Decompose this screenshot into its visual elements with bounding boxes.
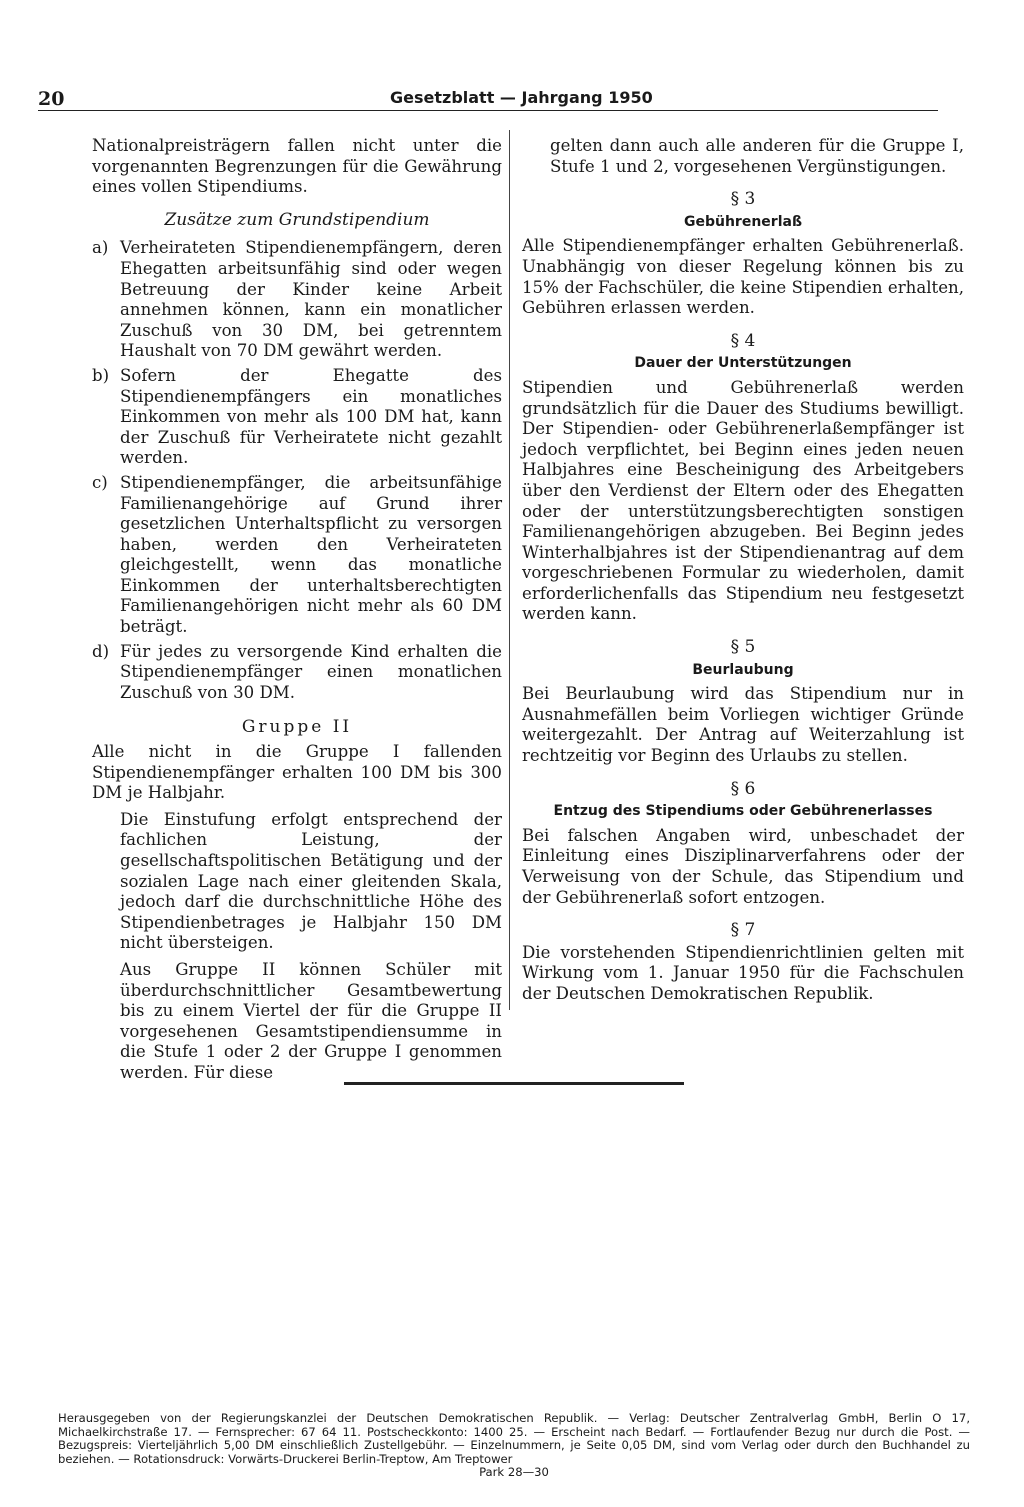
subheading-zusaetze: Zusätze zum Grundstipendium	[164, 209, 430, 230]
section-number: § 4	[730, 330, 756, 351]
list-item	[92, 473, 502, 638]
list-text: Verheirateten Stipendienempfängern, deren Ehegatten arbeitsunfähig sind oder wegen Betreuung der Kinder keine Arbeit annehmen können, kann ein monatlicher Zuschuß von 30 DM, bei getrenntem Haushalt von 70 DM gewährt werden.	[120, 238, 502, 361]
section-text: Bei Beurlaubung wird das Stipendium nur in Ausnahmefällen beim Vorliegen wichtiger Gründe weitergezahlt. Der Antrag auf Weiterzahlung ist rechtzeitig vor Beginn des Urlaubs zu stellen.	[522, 684, 964, 766]
list-marker: a)	[92, 238, 109, 258]
section-number: § 5	[730, 637, 756, 658]
group-2-heading: Gruppe II	[241, 717, 353, 738]
list-item	[92, 642, 502, 704]
list-text: Für jedes zu versorgende Kind erhalten die Stipendienempfänger einen monatlichen Zuschuß von 30 DM.	[120, 641, 502, 702]
header-title: Gesetzblatt — Jahrgang 1950	[390, 88, 653, 107]
list-marker: b)	[92, 365, 110, 385]
section-number: § 7	[730, 920, 756, 941]
list-item	[92, 366, 502, 469]
list-marker: d)	[92, 641, 110, 661]
list-marker: c)	[92, 472, 108, 492]
section-title: Entzug des Stipendiums oder Gebührenerlasses	[553, 803, 933, 820]
intro-paragraph: Nationalpreisträgern fallen nicht unter die vorgenannten Begrenzungen für die Gewährung eines vollen Stipendiums.	[92, 136, 502, 197]
group-2-paragraph: Aus Gruppe II können Schüler mit überdurchschnittlicher Gesamtbewertung bis zu einem Viertel der für die Gruppe II vorgesehenen Gesamtstipendiensumme in die Stufe 1 oder 2 der Gruppe I genommen werden. Für diese	[120, 959, 502, 1082]
supplement-list	[92, 238, 502, 703]
page-header	[38, 86, 938, 111]
section-text: Bei falschen Angaben wird, unbeschadet der Einleitung eines Disziplinarverfahrens oder der Verweisung von der Schule, das Stipendium und der Gebührenerlaß sofort entzogen.	[522, 825, 964, 907]
imprint-text: Herausgegeben von der Regierungskanzlei der Deutschen Demokratischen Republik. — Verlag: Deutscher Zentralverlag GmbH, Berlin O 17, Michaelkirchstraße 17. — Fernsprecher: 67 64 11. Postscheckkonto: 1400 25. — Erscheint nach Bedarf. — Fortlaufender Bezug nur durch die Post. — Bezugspreis: Vierteljährlich 5,00 DM einschließlich Zustellgebühr. — Einzelnummern, je Seite 0,05 DM, sind vom Verlag oder durch den Buchhandel zu beziehen. — Rotationsdruck: Vorwärts-Druckerei Berlin-Treptow, Am Treptower	[58, 1411, 970, 1466]
left-column	[92, 136, 502, 1090]
page-number: 20	[38, 88, 65, 110]
group-2-paragraph: Alle nicht in die Gruppe I fallenden Stipendienempfänger erhalten 100 DM bis 300 DM je Halbjahr.	[92, 742, 502, 803]
imprint-footer	[58, 1412, 970, 1480]
list-item	[92, 238, 502, 362]
section-number: § 6	[730, 778, 756, 799]
section-text: Alle Stipendienempfänger erhalten Gebührenerlaß. Unabhängig von dieser Regelung können bis zu 15% der Fachschüler, die keine Stipendien erhalten, Gebühren erlassen werden.	[522, 236, 964, 318]
section-title: Gebührenerlaß	[683, 213, 803, 230]
right-column	[522, 136, 964, 1011]
section-text: Stipendien und Gebührenerlaß werden grundsätzlich für die Dauer des Studiums bewilligt. Der Stipendien- oder Gebührenerlaßempfänger ist jedoch verpflichtet, bei Beginn eines jeden neuen Halbjahres eine Bescheinigung des Arbeitgebers über den Verdienst der Eltern oder des Ehegatten oder der unterstützungsberechtigten sonstigen Familienangehörigen abzugeben. Bei Beginn jedes Winterhalbjahres ist der Stipendienantrag auf dem vorgeschriebenen Formular zu wiederholen, damit erforderlichenfalls das Stipendium neu festgesetzt werden kann.	[522, 377, 964, 624]
continuation-paragraph: gelten dann auch alle anderen für die Gruppe I, Stufe 1 und 2, vorgesehenen Vergünstigungen.	[550, 136, 964, 176]
section-title: Dauer der Unterstützungen	[634, 355, 852, 372]
section-text: Die vorstehenden Stipendienrichtlinien gelten mit Wirkung vom 1. Januar 1950 für die Fachschulen der Deutschen Demokratischen Republik.	[522, 942, 964, 1003]
imprint-last-line: Park 28—30	[479, 1465, 549, 1479]
section-number: § 3	[730, 189, 756, 210]
list-text: Sofern der Ehegatte des Stipendienempfängers ein monatliches Einkommen von mehr als 100 DM hat, kann der Zuschuß für Verheiratete nicht gezahlt werden.	[120, 365, 502, 468]
list-text: Stipendienempfänger, die arbeitsunfähige Familienangehörige auf Grund ihrer gesetzlichen Unterhaltspflicht zu versorgen haben, werden den Verheirateten gleichgestellt, wenn das monatliche Einkommen der unterhaltsberechtigten Familienangehörigen nicht mehr als 60 DM beträgt.	[120, 472, 502, 637]
section-title: Beurlaubung	[692, 661, 794, 678]
column-divider	[509, 130, 510, 1010]
closing-rule	[344, 1082, 684, 1085]
group-2-paragraph: Die Einstufung erfolgt entsprechend der fachlichen Leistung, der gesellschaftspolitischen Betätigung und der sozialen Lage nach einer gleitenden Skala, jedoch darf die durchschnittliche Höhe des Stipendienbetrages je Halbjahr 150 DM nicht übersteigen.	[120, 809, 502, 953]
